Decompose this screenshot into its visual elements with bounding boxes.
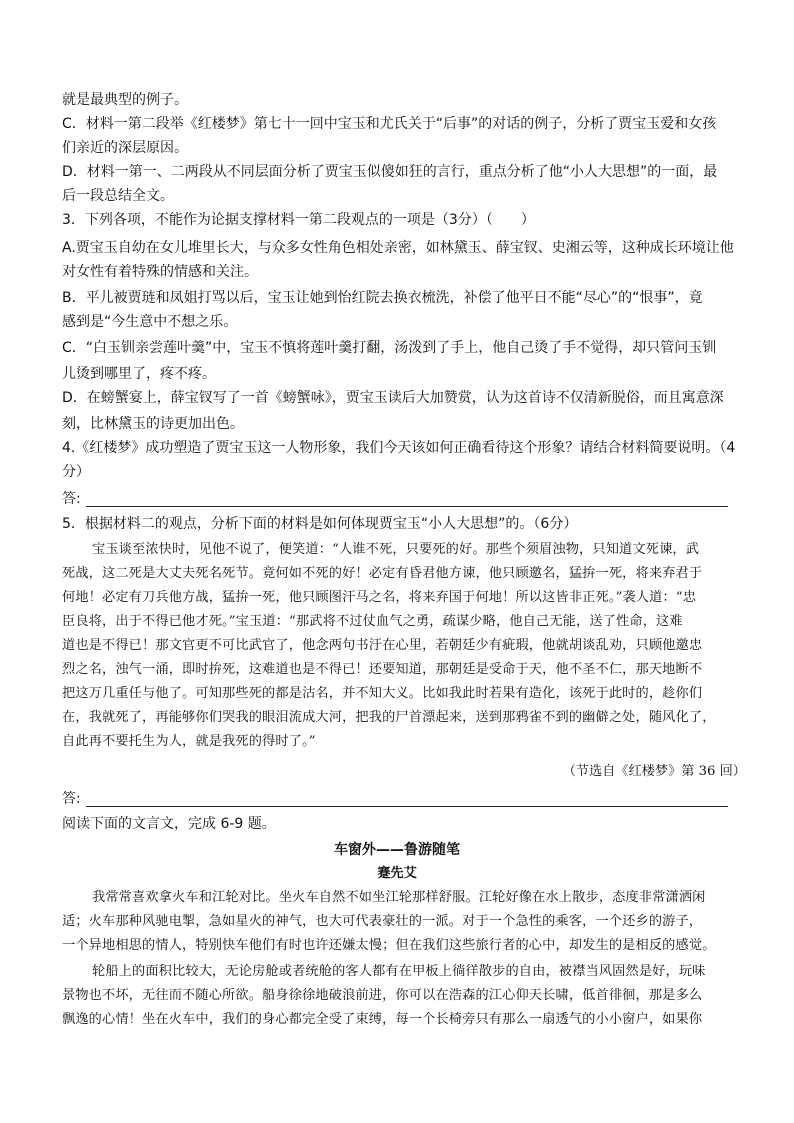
reading-intro: 阅读下面的文言文，完成 6-9 题。	[62, 816, 276, 832]
passage-line: 何地！必定有刀兵他方战，猛拚一死，他只顾图汗马之名，将来弃国于何地！所以这皆非正死。”袭人道：“忠	[62, 590, 697, 605]
essay-line: 轮船上的面积比较大，无论房舱或者统舱的客人都有在甲板上徜徉散步的自由，被襟当风固然是好，玩味	[92, 964, 706, 979]
option-b-tail: 就是最典型的例子。	[62, 92, 188, 108]
question-3-prompt: 3．下列各项，不能作为论据支撑材料一第二段观点的一项是（3分）（ ）	[62, 212, 535, 228]
question-5-prompt: 5．根据材料二的观点，分析下面的材料是如何体现贾宝玉“小人大思想”的。（6分）	[62, 516, 578, 532]
passage-line: 把这万几重任与他了。可知那些死的都是沽名，并不知大义。比如我此时若果有造化，该死于此时的，趁你们	[62, 686, 703, 701]
essay-line: 飘逸的心情！坐在火车中，我们的身心都完全受了束缚，每一个长椅旁只有那么一扇透气的小小窗户，如果你	[62, 1012, 703, 1027]
essay-line: 我常常喜欢拿火车和江轮对比。坐火车自然不如坐江轮那样舒服。江轮好像在水上散步，态度非常潇洒闲	[92, 890, 706, 905]
passage-line: 自此再不要托生为人，就是我死的得时了。”	[62, 734, 316, 749]
passage-line: 死战，这二死是大丈夫死名死节。竟何如不死的好！必定有昏君他方谏，他只顾邀名，猛拚一死，将来弃君于	[62, 566, 703, 581]
essay-line: 适；火车那种风驰电掣，急如星火的神气，也大可代表豪壮的一派。对于一个急性的乘客，一个还乡的游子，	[62, 914, 703, 929]
passage-line: 臣良将，出于不得已他才死。”宝玉道：“那武将不过仗血气之勇，疏谋少略，他自己无能，送了性命，这难	[62, 614, 683, 629]
passage-line: 道也是不得已！那文官更不可比武官了，他念两句书汙在心里，若朝廷少有疵瑕，他就胡谈乱劝，只顾他邀忠	[62, 638, 703, 653]
q3-option-a-line2: 对女性有着特殊的情感和关注。	[62, 264, 258, 280]
answer-label-q5: 答:	[62, 791, 81, 807]
essay-author: 蹇先艾	[377, 866, 417, 881]
answer-line-q4[interactable]	[86, 506, 728, 507]
answer-label-q4: 答:	[62, 491, 81, 507]
answer-line-q5[interactable]	[86, 806, 728, 807]
passage-line: 宝玉谈至浓快时，见他不说了，便笑道：“人谁不死，只要死的好。那些个须眉浊物，只知道文死谏，武	[92, 542, 700, 557]
option-c-line2: 们亲近的深层原因。	[62, 140, 188, 156]
q3-option-a-line1: A.贾宝玉自幼在女儿堆里长大，与众多女性角色相处亲密，如林黛玉、薛宝钗、史湘云等，这种成长环境让他	[62, 240, 734, 256]
option-c-line1: C．材料一第二段举《红楼梦》第七十一回中宝玉和尤氏关于“后事”的对话的例子，分析了贾宝玉爱和女孩	[62, 116, 717, 132]
passage-line: 在，我就死了，再能够你们哭我的眼泪流成大河，把我的尸首漂起来，送到那鸦雀不到的幽僻之处，随风化了，	[62, 710, 716, 725]
passage-source: （节选自《红楼梦》第 36 回）	[562, 764, 746, 779]
q3-option-d-line2: 刻，比林黛玉的诗更加出色。	[62, 416, 244, 432]
essay-title: 车窗外——鲁游随笔	[334, 842, 460, 858]
q3-option-b-line1: B．平儿被贾琏和凤姐打骂以后，宝玉让她到怡红院去换衣梳洗，补偿了他平日不能“尽心”的“恨事”，竟	[62, 290, 703, 306]
option-d-line2: 后一段总结全文。	[62, 188, 174, 204]
q3-option-c-line2: 儿烫到哪里了，疼不疼。	[62, 366, 216, 382]
question-4-prompt: 4.《红楼梦》成功塑造了贾宝玉这一人物形象，我们今天该如何正确看待这个形象？请结合材料简要说明。（4	[62, 440, 736, 456]
q3-option-c-line1: C．“白玉钏亲尝莲叶羹”中，宝玉不慎将莲叶羹打翻，汤泼到了手上，他自己烫了手不觉得，却只管问玉钏	[62, 340, 717, 356]
question-4-points: 分）	[62, 464, 90, 480]
q3-option-b-line2: 感到是“今生意中不想之乐。	[62, 314, 238, 330]
passage-line: 烈之名，浊气一涌，即时拚死，这难道也是不得已！还要知道，那朝廷是受命于天，他不圣不仁，那天地断不	[62, 662, 703, 677]
q3-option-d-line1: D．在螃蟹宴上，薛宝钗写了一首《螃蟹咏》，贾宝玉读后大加赞赏，认为这首诗不仅清新脱俗，而且寓意深	[62, 390, 724, 406]
essay-line: 一个异地相思的情人，特别快车他们有时也许还嫌太慢；但在我们这些旅行者的心中，却发生的是相反的感觉。	[62, 938, 716, 953]
essay-line: 景物也不坏，无往而不随心所欲。船身徐徐地破浪前进，你可以在浩森的江心仰天长啸，低首徘徊，那是多么	[62, 988, 703, 1003]
option-d-line1: D．材料一第一、二两段从不同层面分析了贾宝玉似傻如狂的言行，重点分析了他“小人大思想”的一面，最	[62, 164, 718, 180]
